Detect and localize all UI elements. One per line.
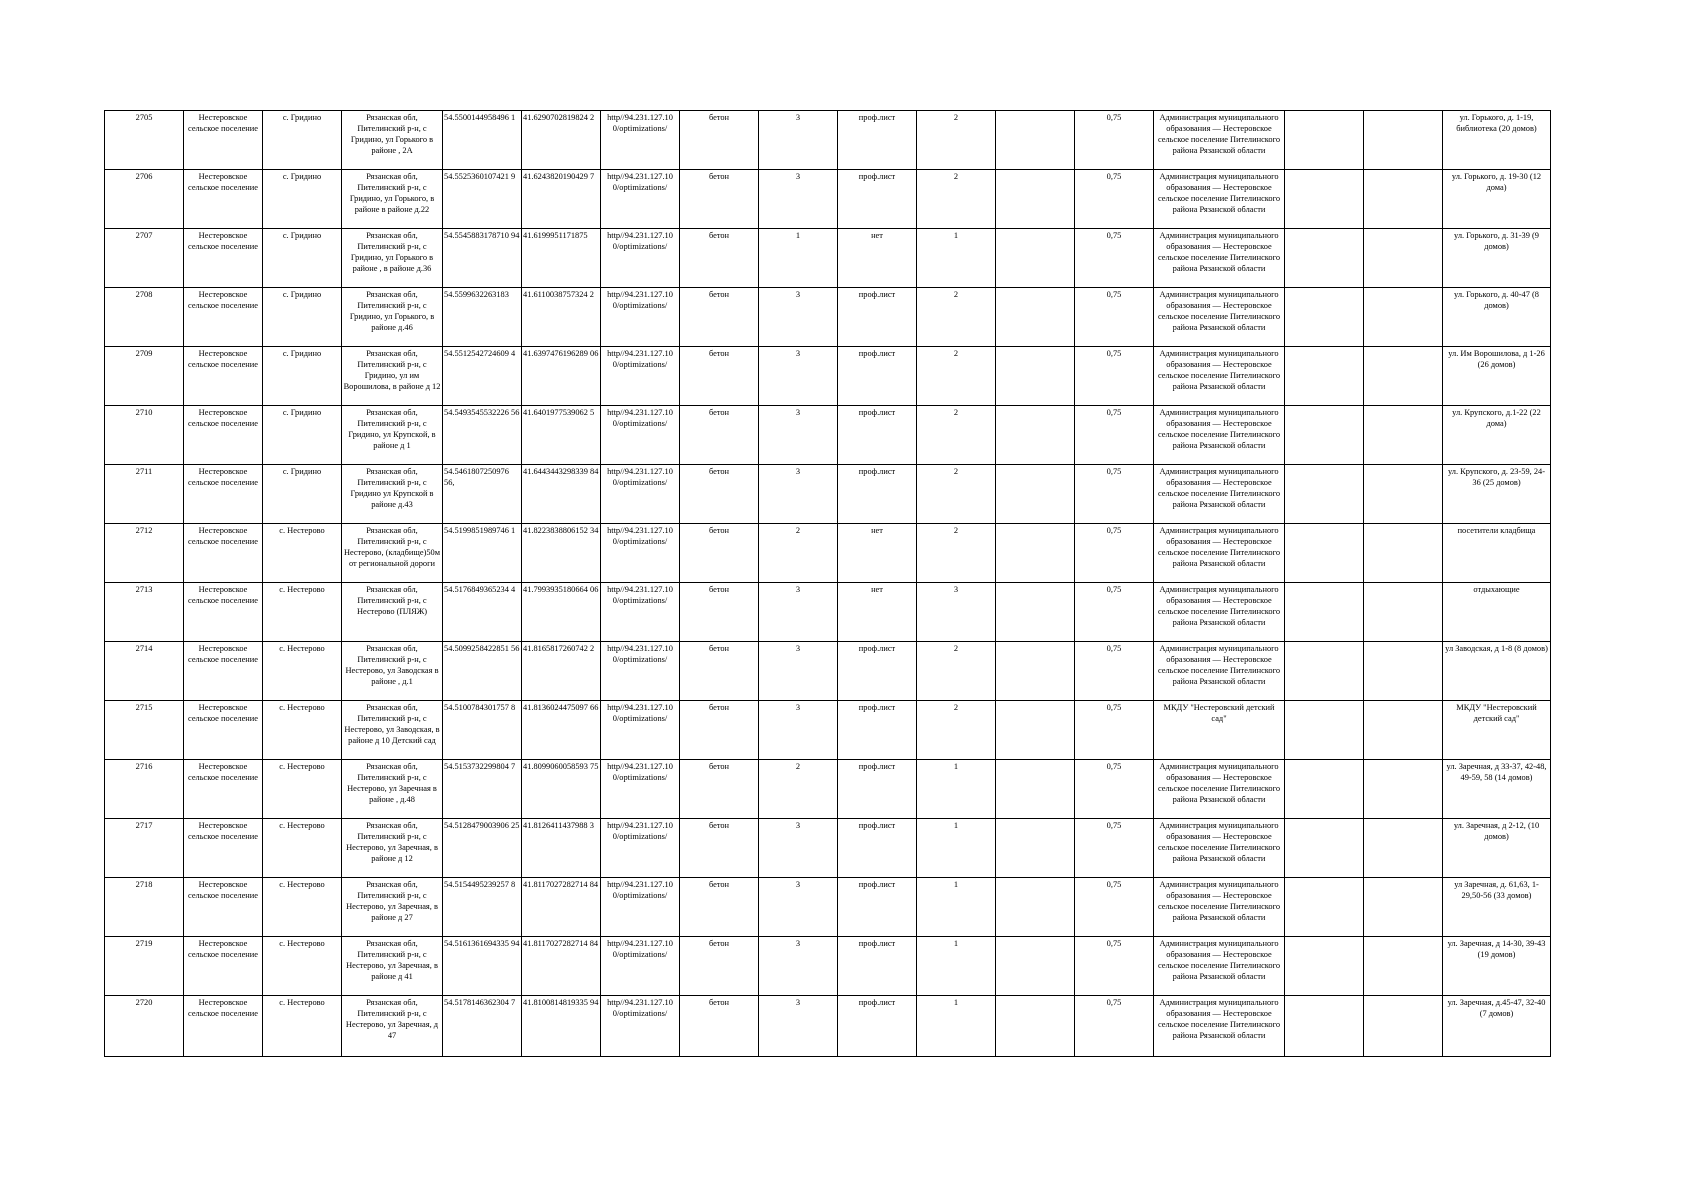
table-row — [105, 170, 1551, 229]
cell-empty — [1364, 996, 1443, 1057]
cell-address: Рязанская обл, Пителинский р-н, с Гридино, ул Горького, в районе в районе д.22 — [342, 170, 443, 229]
table-row — [105, 524, 1551, 583]
cell-owner: Администрация муниципального образования — Нестеровское сельское поселение Пителинского района Рязанской области — [1154, 937, 1285, 996]
cell-container-volume: 0,75 — [1075, 937, 1154, 996]
cell-address: Рязанская обл, Пителинский р-н, с Нестерово, ул Заречная, в районе д 41 — [342, 937, 443, 996]
table-row — [105, 347, 1551, 406]
cell-area: 3 — [759, 170, 838, 229]
cell-address: Рязанская обл, Пителинский р-н, с Нестерово, (кладбище)50м от региональной дороги — [342, 524, 443, 583]
cell-container-volume: 0,75 — [1075, 170, 1154, 229]
cell-container-volume: 0,75 — [1075, 524, 1154, 583]
cell-empty — [1285, 819, 1364, 878]
cell-empty — [1285, 111, 1364, 170]
cell-address: Рязанская обл, Пителинский р-н, с Гридино, ул Крупской, в районе д 1 — [342, 406, 443, 465]
cell-longitude: 41.8126411437988 3 — [522, 819, 601, 878]
cell-area: 3 — [759, 701, 838, 760]
cell-area: 3 — [759, 583, 838, 642]
cell-container-count: 2 — [917, 642, 996, 701]
cell-surface: бетон — [680, 465, 759, 524]
cell-fence: проф.лист — [838, 406, 917, 465]
cell-empty — [1285, 642, 1364, 701]
cell-address: Рязанская обл, Пителинский р-н, с Гридино, ул Горького, в районе д.46 — [342, 288, 443, 347]
cell-settlement: Нестеровское сельское поселение — [184, 465, 263, 524]
cell-latitude: 54.5545883178710 94 — [443, 229, 522, 288]
cell-number: 2714 — [105, 642, 184, 701]
cell-area: 3 — [759, 465, 838, 524]
cell-map-link: http//94.231.127.10 0/optimizations/ — [601, 406, 680, 465]
cell-number: 2706 — [105, 170, 184, 229]
cell-empty — [996, 642, 1075, 701]
cell-surface: бетон — [680, 170, 759, 229]
cell-village: с. Нестерово — [263, 701, 342, 760]
cell-address: Рязанская обл, Пителинский р-н, с Нестерово, ул Заречная, в районе д 27 — [342, 878, 443, 937]
cell-address: Рязанская обл, Пителинский р-н, с Гридино, ул Горького в районе , 2А — [342, 111, 443, 170]
cell-settlement: Нестеровское сельское поселение — [184, 406, 263, 465]
cell-container-volume: 0,75 — [1075, 760, 1154, 819]
table-row — [105, 760, 1551, 819]
cell-container-count: 2 — [917, 288, 996, 347]
cell-fence: проф.лист — [838, 111, 917, 170]
cell-surface: бетон — [680, 406, 759, 465]
cell-empty — [1285, 347, 1364, 406]
cell-village: с. Гридино — [263, 288, 342, 347]
cell-owner: Администрация муниципального образования — Нестеровское сельское поселение Пителинского района Рязанской области — [1154, 819, 1285, 878]
cell-latitude: 54.5161361694335 94 — [443, 937, 522, 996]
cell-container-volume: 0,75 — [1075, 642, 1154, 701]
cell-fence: нет — [838, 524, 917, 583]
cell-map-link: http//94.231.127.10 0/optimizations/ — [601, 170, 680, 229]
cell-empty — [1364, 583, 1443, 642]
cell-map-link: http//94.231.127.10 0/optimizations/ — [601, 111, 680, 170]
cell-map-link: http//94.231.127.10 0/optimizations/ — [601, 760, 680, 819]
cell-empty — [996, 760, 1075, 819]
cell-empty — [996, 465, 1075, 524]
cell-waste-sources: ул. Заречная, д 2-12, (10 домов) — [1443, 819, 1551, 878]
cell-latitude: 54.5128479003906 25 — [443, 819, 522, 878]
cell-empty — [1364, 406, 1443, 465]
cell-empty — [1285, 701, 1364, 760]
cell-owner: Администрация муниципального образования — Нестеровское сельское поселение Пителинского района Рязанской области — [1154, 347, 1285, 406]
cell-area: 3 — [759, 819, 838, 878]
cell-surface: бетон — [680, 642, 759, 701]
cell-fence: проф.лист — [838, 996, 917, 1057]
cell-empty — [1364, 819, 1443, 878]
cell-fence: проф.лист — [838, 878, 917, 937]
cell-area: 3 — [759, 288, 838, 347]
cell-empty — [1285, 996, 1364, 1057]
cell-empty — [1285, 170, 1364, 229]
cell-latitude: 54.5153732299804 7 — [443, 760, 522, 819]
cell-address: Рязанская обл, Пителинский р-н, с Нестерово (ПЛЯЖ) — [342, 583, 443, 642]
cell-latitude: 54.5512542724609 4 — [443, 347, 522, 406]
cell-settlement: Нестеровское сельское поселение — [184, 878, 263, 937]
cell-fence: проф.лист — [838, 701, 917, 760]
cell-empty — [996, 288, 1075, 347]
cell-number: 2716 — [105, 760, 184, 819]
cell-village: с. Нестерово — [263, 760, 342, 819]
cell-container-volume: 0,75 — [1075, 288, 1154, 347]
cell-number: 2708 — [105, 288, 184, 347]
cell-empty — [1364, 524, 1443, 583]
cell-map-link: http//94.231.127.10 0/optimizations/ — [601, 937, 680, 996]
cell-area: 3 — [759, 937, 838, 996]
cell-empty — [1364, 170, 1443, 229]
cell-waste-sources: ул Заречная, д. 61,63, 1-29,50-56 (33 домов) — [1443, 878, 1551, 937]
cell-container-count: 2 — [917, 701, 996, 760]
cell-village: с. Нестерово — [263, 878, 342, 937]
cell-latitude: 54.5154495239257 8 — [443, 878, 522, 937]
cell-number: 2707 — [105, 229, 184, 288]
cell-map-link: http//94.231.127.10 0/optimizations/ — [601, 701, 680, 760]
cell-address: Рязанская обл, Пителинский р-н, с Нестерово, ул Заводская в районе , д.1 — [342, 642, 443, 701]
cell-longitude: 41.8117027282714 84 — [522, 878, 601, 937]
table-row — [105, 819, 1551, 878]
cell-container-volume: 0,75 — [1075, 701, 1154, 760]
cell-area: 2 — [759, 524, 838, 583]
cell-empty — [1285, 288, 1364, 347]
cell-longitude: 41.8165817260742 2 — [522, 642, 601, 701]
table-row — [105, 288, 1551, 347]
cell-empty — [1364, 111, 1443, 170]
cell-village: с. Гридино — [263, 170, 342, 229]
cell-container-count: 1 — [917, 229, 996, 288]
cell-empty — [1285, 229, 1364, 288]
cell-empty — [1285, 465, 1364, 524]
cell-number: 2709 — [105, 347, 184, 406]
cell-surface: бетон — [680, 760, 759, 819]
table-row — [105, 111, 1551, 170]
cell-empty — [996, 111, 1075, 170]
cell-empty — [996, 170, 1075, 229]
table-row — [105, 583, 1551, 642]
cell-area: 3 — [759, 878, 838, 937]
cell-settlement: Нестеровское сельское поселение — [184, 760, 263, 819]
cell-fence: нет — [838, 583, 917, 642]
cell-container-volume: 0,75 — [1075, 583, 1154, 642]
cell-settlement: Нестеровское сельское поселение — [184, 229, 263, 288]
cell-empty — [996, 406, 1075, 465]
cell-map-link: http//94.231.127.10 0/optimizations/ — [601, 524, 680, 583]
cell-empty — [1285, 524, 1364, 583]
cell-waste-sources: ул. Горького, д. 31-39 (9 домов) — [1443, 229, 1551, 288]
cell-empty — [996, 229, 1075, 288]
cell-number: 2719 — [105, 937, 184, 996]
cell-map-link: http//94.231.127.10 0/optimizations/ — [601, 642, 680, 701]
cell-longitude: 41.6110038757324 2 — [522, 288, 601, 347]
cell-area: 2 — [759, 760, 838, 819]
cell-empty — [1285, 760, 1364, 819]
cell-surface: бетон — [680, 701, 759, 760]
cell-longitude: 41.8136024475097 66 — [522, 701, 601, 760]
cell-map-link: http//94.231.127.10 0/optimizations/ — [601, 819, 680, 878]
table-row — [105, 229, 1551, 288]
cell-settlement: Нестеровское сельское поселение — [184, 819, 263, 878]
cell-latitude: 54.5176849365234 4 — [443, 583, 522, 642]
cell-owner: Администрация муниципального образования — Нестеровское сельское поселение Пителинского района Рязанской области — [1154, 524, 1285, 583]
cell-number: 2715 — [105, 701, 184, 760]
table-row — [105, 701, 1551, 760]
cell-map-link: http//94.231.127.10 0/optimizations/ — [601, 465, 680, 524]
cell-map-link: http//94.231.127.10 0/optimizations/ — [601, 288, 680, 347]
cell-village: с. Нестерово — [263, 996, 342, 1057]
cell-village: с. Гридино — [263, 465, 342, 524]
cell-owner: Администрация муниципального образования — Нестеровское сельское поселение Пителинского района Рязанской области — [1154, 288, 1285, 347]
cell-surface: бетон — [680, 347, 759, 406]
cell-empty — [996, 937, 1075, 996]
cell-empty — [1285, 937, 1364, 996]
cell-container-volume: 0,75 — [1075, 465, 1154, 524]
cell-surface: бетон — [680, 937, 759, 996]
cell-empty — [1364, 937, 1443, 996]
cell-number: 2705 — [105, 111, 184, 170]
cell-waste-sources: ул. Крупского, д.1-22 (22 дома) — [1443, 406, 1551, 465]
cell-container-count: 2 — [917, 111, 996, 170]
cell-address: Рязанская обл, Пителинский р-н, с Нестерово, ул Заречная, в районе д 12 — [342, 819, 443, 878]
cell-map-link: http//94.231.127.10 0/optimizations/ — [601, 878, 680, 937]
cell-fence: проф.лист — [838, 819, 917, 878]
cell-owner: Администрация муниципального образования — Нестеровское сельское поселение Пителинского района Рязанской области — [1154, 583, 1285, 642]
cell-longitude: 41.6397476196289 06 — [522, 347, 601, 406]
table-row — [105, 406, 1551, 465]
table-row — [105, 465, 1551, 524]
cell-village: с. Гридино — [263, 111, 342, 170]
cell-surface: бетон — [680, 583, 759, 642]
cell-longitude: 41.6290702819824 2 — [522, 111, 601, 170]
cell-owner: Администрация муниципального образования — Нестеровское сельское поселение Пителинского района Рязанской области — [1154, 760, 1285, 819]
cell-empty — [996, 878, 1075, 937]
cell-empty — [996, 583, 1075, 642]
cell-waste-sources: ул. Им Ворошилова, д 1-26 (26 домов) — [1443, 347, 1551, 406]
cell-address: Рязанская обл, Пителинский р-н, с Гридино, ул им Ворошилова, в районе д 12 — [342, 347, 443, 406]
cell-latitude: 54.5100784301757 8 — [443, 701, 522, 760]
cell-container-count: 2 — [917, 347, 996, 406]
cell-village: с. Нестерово — [263, 937, 342, 996]
cell-empty — [996, 996, 1075, 1057]
cell-container-count: 1 — [917, 996, 996, 1057]
cell-village: с. Нестерово — [263, 524, 342, 583]
cell-longitude: 41.7993935180664 06 — [522, 583, 601, 642]
table-row — [105, 878, 1551, 937]
cell-longitude: 41.6243820190429 7 — [522, 170, 601, 229]
cell-fence: проф.лист — [838, 937, 917, 996]
cell-fence: проф.лист — [838, 760, 917, 819]
cell-waste-sources: ул. Горького, д. 1-19, библиотека (20 домов) — [1443, 111, 1551, 170]
cell-latitude: 54.5525360107421 9 — [443, 170, 522, 229]
cell-waste-sources: ул. Заречная, д 14-30, 39-43 (19 домов) — [1443, 937, 1551, 996]
cell-latitude: 54.5178146362304 7 — [443, 996, 522, 1057]
cell-village: с. Нестерово — [263, 642, 342, 701]
cell-village: с. Гридино — [263, 229, 342, 288]
cell-number: 2720 — [105, 996, 184, 1057]
cell-address: Рязанская обл, Пителинский р-н, с Нестерово, ул Заречная, д 47 — [342, 996, 443, 1057]
cell-owner: Администрация муниципального образования — Нестеровское сельское поселение Пителинского района Рязанской области — [1154, 642, 1285, 701]
cell-latitude: 54.5493545532226 56 — [443, 406, 522, 465]
cell-number: 2713 — [105, 583, 184, 642]
cell-container-volume: 0,75 — [1075, 111, 1154, 170]
cell-empty — [1364, 701, 1443, 760]
cell-owner: Администрация муниципального образования — Нестеровское сельское поселение Пителинского района Рязанской области — [1154, 465, 1285, 524]
cell-empty — [1364, 347, 1443, 406]
cell-container-count: 1 — [917, 878, 996, 937]
cell-surface: бетон — [680, 111, 759, 170]
cell-settlement: Нестеровское сельское поселение — [184, 347, 263, 406]
cell-number: 2712 — [105, 524, 184, 583]
cell-area: 1 — [759, 229, 838, 288]
cell-fence: проф.лист — [838, 642, 917, 701]
cell-empty — [996, 701, 1075, 760]
cell-settlement: Нестеровское сельское поселение — [184, 524, 263, 583]
cell-settlement: Нестеровское сельское поселение — [184, 701, 263, 760]
cell-waste-sources: посетители кладбища — [1443, 524, 1551, 583]
registry-table — [104, 110, 1551, 1057]
cell-map-link: http//94.231.127.10 0/optimizations/ — [601, 583, 680, 642]
cell-empty — [1364, 760, 1443, 819]
cell-latitude: 54.5199851989746 1 — [443, 524, 522, 583]
cell-empty — [996, 347, 1075, 406]
cell-waste-sources: отдыхающие — [1443, 583, 1551, 642]
cell-waste-sources: ул. Заречная, д.45-47, 32-40 (7 домов) — [1443, 996, 1551, 1057]
cell-surface: бетон — [680, 819, 759, 878]
cell-surface: бетон — [680, 996, 759, 1057]
cell-owner: Администрация муниципального образования — Нестеровское сельское поселение Пителинского района Рязанской области — [1154, 996, 1285, 1057]
cell-fence: проф.лист — [838, 465, 917, 524]
cell-empty — [996, 819, 1075, 878]
table-row — [105, 996, 1551, 1057]
cell-owner: Администрация муниципального образования — Нестеровское сельское поселение Пителинского района Рязанской области — [1154, 878, 1285, 937]
cell-number: 2710 — [105, 406, 184, 465]
cell-settlement: Нестеровское сельское поселение — [184, 642, 263, 701]
cell-longitude: 41.8117027282714 84 — [522, 937, 601, 996]
cell-container-count: 1 — [917, 760, 996, 819]
cell-waste-sources: ул Заводская, д 1-8 (8 домов) — [1443, 642, 1551, 701]
cell-container-volume: 0,75 — [1075, 878, 1154, 937]
cell-fence: проф.лист — [838, 170, 917, 229]
cell-address: Рязанская обл, Пителинский р-н, с Нестерово, ул Заречная в районе , д.48 — [342, 760, 443, 819]
cell-fence: проф.лист — [838, 347, 917, 406]
cell-longitude: 41.8100814819335 94 — [522, 996, 601, 1057]
cell-fence: нет — [838, 229, 917, 288]
cell-waste-sources: ул. Горького, д. 19-30 (12 дома) — [1443, 170, 1551, 229]
cell-owner: Администрация муниципального образования — Нестеровское сельское поселение Пителинского района Рязанской области — [1154, 111, 1285, 170]
cell-area: 3 — [759, 996, 838, 1057]
cell-settlement: Нестеровское сельское поселение — [184, 996, 263, 1057]
cell-address: Рязанская обл, Пителинский р-н, с Нестерово, ул Заводская, в районе д 10 Детский сад — [342, 701, 443, 760]
cell-map-link: http//94.231.127.10 0/optimizations/ — [601, 229, 680, 288]
cell-surface: бетон — [680, 524, 759, 583]
cell-container-count: 1 — [917, 937, 996, 996]
cell-container-volume: 0,75 — [1075, 819, 1154, 878]
cell-number: 2717 — [105, 819, 184, 878]
cell-settlement: Нестеровское сельское поселение — [184, 170, 263, 229]
cell-longitude: 41.8099060058593 75 — [522, 760, 601, 819]
cell-owner: МКДУ "Нестеровский детский сад" — [1154, 701, 1285, 760]
cell-latitude: 54.5599632263183 — [443, 288, 522, 347]
cell-owner: Администрация муниципального образования — Нестеровское сельское поселение Пителинского района Рязанской области — [1154, 406, 1285, 465]
cell-address: Рязанская обл, Пителинский р-н, с Гридино ул Крупской в районе д.43 — [342, 465, 443, 524]
cell-address: Рязанская обл, Пителинский р-н, с Гридино, ул Горького в районе , в районе д.36 — [342, 229, 443, 288]
cell-empty — [1285, 878, 1364, 937]
cell-empty — [1364, 878, 1443, 937]
cell-container-volume: 0,75 — [1075, 996, 1154, 1057]
cell-longitude: 41.6443443298339 84 — [522, 465, 601, 524]
cell-surface: бетон — [680, 288, 759, 347]
cell-village: с. Нестерово — [263, 819, 342, 878]
cell-number: 2718 — [105, 878, 184, 937]
cell-area: 3 — [759, 642, 838, 701]
cell-waste-sources: ул. Крупского, д. 23-59, 24-36 (25 домов) — [1443, 465, 1551, 524]
table-row — [105, 937, 1551, 996]
cell-empty — [1285, 583, 1364, 642]
cell-container-count: 3 — [917, 583, 996, 642]
cell-waste-sources: МКДУ "Нестеровский детский сад" — [1443, 701, 1551, 760]
table-row — [105, 642, 1551, 701]
cell-waste-sources: ул. Заречная, д 33-37, 42-48, 49-59, 58 (14 домов) — [1443, 760, 1551, 819]
cell-container-count: 2 — [917, 170, 996, 229]
cell-container-count: 2 — [917, 406, 996, 465]
cell-container-volume: 0,75 — [1075, 406, 1154, 465]
cell-area: 3 — [759, 406, 838, 465]
cell-number: 2711 — [105, 465, 184, 524]
cell-map-link: http//94.231.127.10 0/optimizations/ — [601, 996, 680, 1057]
cell-latitude: 54.5500144958496 1 — [443, 111, 522, 170]
cell-empty — [1364, 465, 1443, 524]
cell-village: с. Нестерово — [263, 583, 342, 642]
cell-owner: Администрация муниципального образования — Нестеровское сельское поселение Пителинского района Рязанской области — [1154, 170, 1285, 229]
cell-surface: бетон — [680, 878, 759, 937]
cell-settlement: Нестеровское сельское поселение — [184, 111, 263, 170]
cell-empty — [1285, 406, 1364, 465]
cell-longitude: 41.8223838806152 34 — [522, 524, 601, 583]
cell-village: с. Гридино — [263, 406, 342, 465]
cell-empty — [1364, 229, 1443, 288]
cell-container-count: 2 — [917, 465, 996, 524]
cell-settlement: Нестеровское сельское поселение — [184, 288, 263, 347]
cell-longitude: 41.6401977539062 5 — [522, 406, 601, 465]
cell-empty — [1364, 288, 1443, 347]
cell-surface: бетон — [680, 229, 759, 288]
cell-empty — [996, 524, 1075, 583]
cell-settlement: Нестеровское сельское поселение — [184, 583, 263, 642]
cell-container-volume: 0,75 — [1075, 229, 1154, 288]
cell-latitude: 54.5461807250976 56, — [443, 465, 522, 524]
cell-fence: проф.лист — [838, 288, 917, 347]
cell-settlement: Нестеровское сельское поселение — [184, 937, 263, 996]
cell-empty — [1364, 642, 1443, 701]
cell-map-link: http//94.231.127.10 0/optimizations/ — [601, 347, 680, 406]
cell-container-count: 2 — [917, 524, 996, 583]
cell-latitude: 54.5099258422851 56 — [443, 642, 522, 701]
cell-village: с. Гридино — [263, 347, 342, 406]
cell-waste-sources: ул. Горького, д. 40-47 (8 домов) — [1443, 288, 1551, 347]
cell-owner: Администрация муниципального образования — Нестеровское сельское поселение Пителинского района Рязанской области — [1154, 229, 1285, 288]
cell-longitude: 41.6199951171875 — [522, 229, 601, 288]
cell-area: 3 — [759, 347, 838, 406]
cell-container-count: 1 — [917, 819, 996, 878]
cell-area: 3 — [759, 111, 838, 170]
cell-container-volume: 0,75 — [1075, 347, 1154, 406]
